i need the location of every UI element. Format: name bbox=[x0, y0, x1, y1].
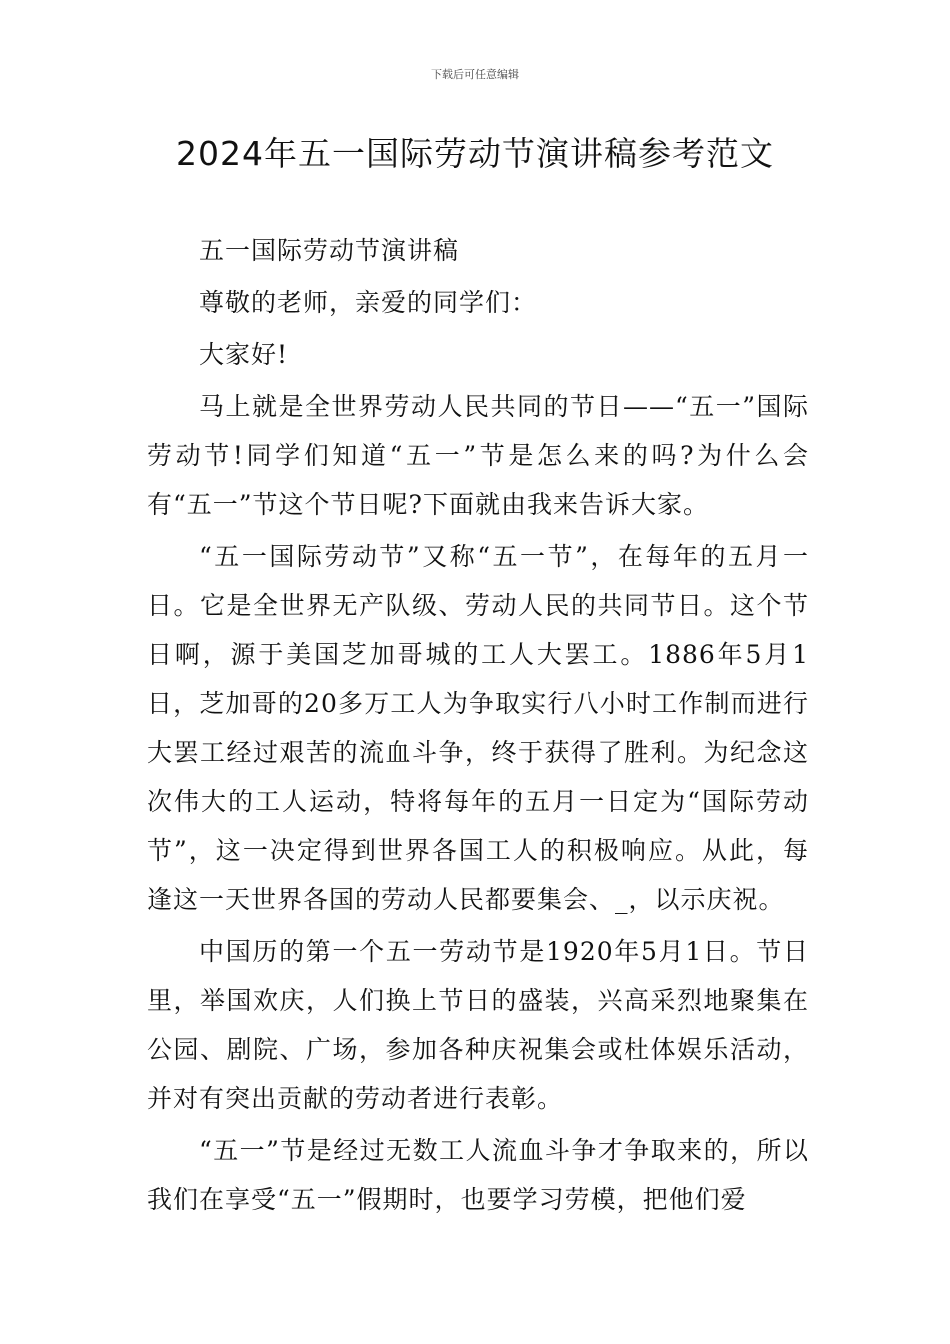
document-title: 2024年五一国际劳动节演讲稿参考范文 bbox=[176, 134, 774, 173]
paragraph-subtitle: 五一国际劳动节演讲稿 bbox=[199, 236, 460, 265]
paragraph: “五一”节是经过无数工人流血斗争才争取来的，所以我们在享受“五一”假期时，也要学习劳模，把他们爱 bbox=[147, 1136, 809, 1214]
document-body bbox=[147, 226, 809, 1227]
paragraph-salutation: 尊敬的老师，亲爱的同学们： bbox=[199, 288, 538, 317]
paragraph: 中国历的第一个五一劳动节是1920年5月1日。节日里，举国欢庆，人们换上节日的盛装，兴高采烈地聚集在公园、剧院、广场，参加各种庆祝集会或杜体娱乐活动，并对有突出贡献的劳动者进行表彰。 bbox=[147, 937, 809, 1113]
paragraph-greeting: 大家好! bbox=[199, 340, 289, 369]
paragraph: 马上就是全世界劳动人民共同的节日——“五一”国际劳动节!同学们知道“五一”节是怎么来的吗?为什么会有“五一”节这个节日呢?下面就由我来告诉大家。 bbox=[147, 392, 809, 519]
paragraph: “五一国际劳动节”又称“五一节”，在每年的五月一日。它是全世界无产队级、劳动人民的共同节日。这个节日啊，源于美国芝加哥城的工人大罢工。1886年5月1日，芝加哥的20多万工人为争取实行八小时工作制而进行大罢工经过艰苦的流血斗争，终于获得了胜利。为纪念这次伟大的工人运动，特将每年的五月一日定为“国际劳动节”，这一决定得到世界各国工人的积极响应。从此，每逢这一天世界各国的劳动人民都要集会、_，以示庆祝。 bbox=[147, 542, 809, 914]
header-note: 下载后可任意编辑 bbox=[431, 68, 519, 81]
